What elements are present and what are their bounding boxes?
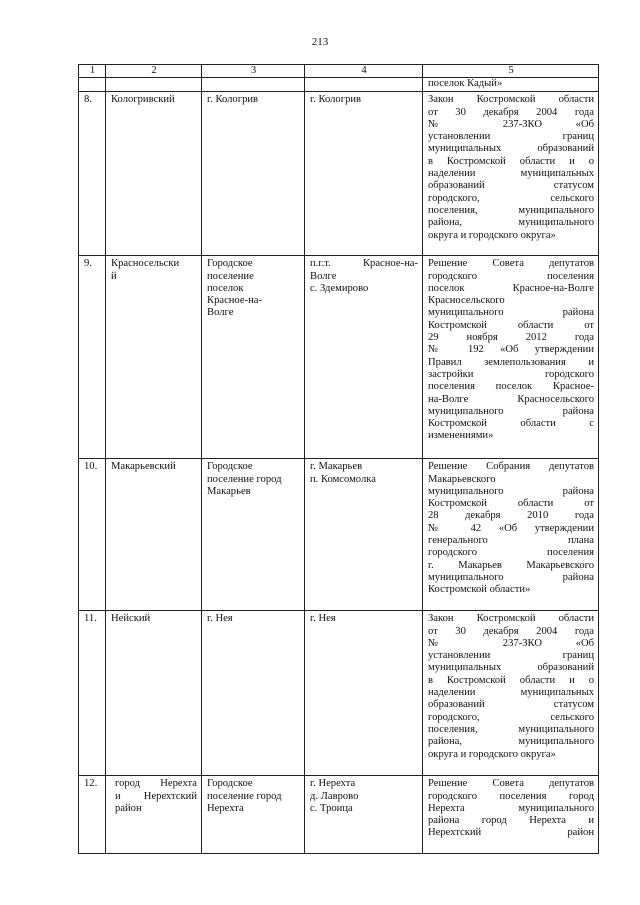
settlement-line: Нерехта xyxy=(207,802,244,814)
basis-line: муниципального района xyxy=(428,485,594,497)
district-line: Нейский xyxy=(111,613,151,625)
basis-line: наделении муниципальных xyxy=(428,687,594,699)
basis-line: 28 декабря 2010 года xyxy=(428,510,594,522)
basis-line: Закон Костромской области xyxy=(428,613,594,625)
basis-line: № 237-ЗКО «Об xyxy=(428,118,594,130)
basis-line: Костромской области с xyxy=(428,418,594,430)
settlement-cell xyxy=(202,459,305,611)
place-line: г. Нея xyxy=(310,613,336,625)
settlement-line: г. Кологрив xyxy=(207,94,259,106)
basis-line: установлении границ xyxy=(428,650,594,662)
basis-line: городского поселения xyxy=(428,547,594,559)
district-cell xyxy=(106,611,202,776)
settlements-table xyxy=(78,64,599,854)
settlement-line: Городское xyxy=(207,461,253,473)
places-cell xyxy=(305,459,423,611)
basis-line: Нерехтский район xyxy=(428,827,594,839)
row-number: 8. xyxy=(79,92,106,256)
place-line: п. Комсомолка xyxy=(310,473,376,485)
page-number: 213 xyxy=(311,36,329,48)
district-cell xyxy=(106,776,202,854)
header-cell: 3 xyxy=(202,65,305,78)
place-line: г. Кологрив xyxy=(310,94,362,106)
district-line: й xyxy=(111,270,117,282)
basis-line: Костромской области от xyxy=(428,498,594,510)
table-row xyxy=(79,459,599,611)
basis-line: 29 ноября 2012 года xyxy=(428,332,594,344)
continuation-text: поселок Кадый» xyxy=(423,78,599,92)
basis-cell xyxy=(423,459,599,611)
settlement-cell xyxy=(202,611,305,776)
continuation-row xyxy=(79,78,599,92)
basis-line: муниципального района xyxy=(428,571,594,583)
table-row xyxy=(79,611,599,776)
basis-line: округа и городского округа» xyxy=(428,229,556,241)
places-cell xyxy=(305,611,423,776)
place-line: г. Макарьев xyxy=(310,461,363,473)
basis-line: Красносельского xyxy=(428,295,505,307)
places-cell xyxy=(305,776,423,854)
place-line: Волге xyxy=(310,270,337,282)
basis-line: поселок Красное-на-Волге xyxy=(428,282,594,294)
basis-line: района, муниципального xyxy=(428,736,594,748)
basis-line: наделении муниципальных xyxy=(428,168,594,180)
place-line: п.г.т. Красное-на- xyxy=(310,258,418,270)
basis-line: № 237-ЗКО «Об xyxy=(428,637,594,649)
basis-line: Правил землепользования и xyxy=(428,356,594,368)
basis-line: в Костромской области и о xyxy=(428,155,594,167)
basis-line: установлении границ xyxy=(428,131,594,143)
basis-line: № 42 «Об утверждении xyxy=(428,522,594,534)
settlement-line: поселение xyxy=(207,270,254,282)
district-line: район xyxy=(115,802,142,814)
district-cell xyxy=(106,459,202,611)
basis-line: поселения, муниципального xyxy=(428,723,594,735)
basis-cell xyxy=(423,611,599,776)
settlement-cell xyxy=(202,776,305,854)
table-row xyxy=(79,92,599,256)
basis-line: от 30 декабря 2004 года xyxy=(428,625,594,637)
settlement-line: поселение город xyxy=(207,473,282,485)
district-cell xyxy=(106,256,202,459)
header-cell: 1 xyxy=(79,65,106,78)
table-row xyxy=(79,256,599,459)
basis-line: Костромской области от xyxy=(428,319,594,331)
basis-line: генерального плана xyxy=(428,535,594,547)
settlement-line: Волге xyxy=(207,307,234,319)
district-line: и Нерехтский xyxy=(115,790,197,802)
basis-line: Нерехта муниципального xyxy=(428,802,594,814)
header-cell: 4 xyxy=(305,65,423,78)
table-row xyxy=(79,776,599,854)
basis-line: от 30 декабря 2004 года xyxy=(428,106,594,118)
basis-line: городского, сельского xyxy=(428,192,594,204)
basis-line: образований статусом xyxy=(428,180,594,192)
basis-line: г. Макарьев Макарьевского xyxy=(428,559,594,571)
header-cell: 2 xyxy=(106,65,202,78)
basis-line: поселения, муниципального xyxy=(428,204,594,216)
basis-line: изменениями» xyxy=(428,430,494,442)
basis-line: района, муниципального xyxy=(428,217,594,229)
settlement-line: Красное-на- xyxy=(207,295,262,307)
basis-line: застройки городского xyxy=(428,368,594,380)
settlement-cell xyxy=(202,256,305,459)
settlement-line: поселение город xyxy=(207,790,282,802)
basis-line: Решение Собрания депутатов xyxy=(428,461,594,473)
settlement-cell xyxy=(202,92,305,256)
basis-line: района город Нерехта и xyxy=(428,815,594,827)
basis-line: муниципальных образований xyxy=(428,143,594,155)
basis-line: образований статусом xyxy=(428,699,594,711)
basis-line: городского поселения город xyxy=(428,790,594,802)
basis-line: округа и городского округа» xyxy=(428,748,556,760)
basis-line: городского, сельского xyxy=(428,711,594,723)
place-line: д. Лаврово xyxy=(310,790,359,802)
row-number: 12. xyxy=(79,776,106,854)
basis-cell xyxy=(423,776,599,854)
basis-line: Макарьевского xyxy=(428,473,496,485)
row-number: 11. xyxy=(79,611,106,776)
row-number: 10. xyxy=(79,459,106,611)
basis-line: Решение Совета депутатов xyxy=(428,258,594,270)
basis-cell xyxy=(423,256,599,459)
settlement-line: поселок xyxy=(207,282,244,294)
settlement-line: г. Нея xyxy=(207,613,233,625)
basis-line: поселения поселок Красное- xyxy=(428,381,594,393)
places-cell xyxy=(305,92,423,256)
table-header-row xyxy=(79,65,599,78)
basis-cell xyxy=(423,92,599,256)
basis-line: на-Волге Красносельского xyxy=(428,393,594,405)
settlement-line: Макарьев xyxy=(207,485,251,497)
basis-line: муниципальных образований xyxy=(428,662,594,674)
basis-line: муниципального района xyxy=(428,307,594,319)
settlement-line: Городское xyxy=(207,778,253,790)
row-number: 9. xyxy=(79,256,106,459)
district-line: Красносельски xyxy=(111,258,180,270)
district-line: Макарьевский xyxy=(111,461,176,473)
basis-line: № 192 «Об утверждении xyxy=(428,344,594,356)
basis-line: муниципального района xyxy=(428,405,594,417)
place-line: г. Нерехта xyxy=(310,778,356,790)
header-cell: 5 xyxy=(423,65,599,78)
district-line: Кологривский xyxy=(111,94,175,106)
basis-line: в Костромской области и о xyxy=(428,674,594,686)
basis-line: Решение Совета депутатов xyxy=(428,778,594,790)
district-line: город Нерехта xyxy=(115,778,197,790)
place-line: с. Троица xyxy=(310,802,353,814)
basis-line: городского поселения xyxy=(428,270,594,282)
basis-line: Закон Костромской области xyxy=(428,94,594,106)
settlement-line: Городское xyxy=(207,258,253,270)
place-line: с. Здемирово xyxy=(310,282,369,294)
basis-line: Костромской области» xyxy=(428,584,531,596)
places-cell xyxy=(305,256,423,459)
district-cell xyxy=(106,92,202,256)
